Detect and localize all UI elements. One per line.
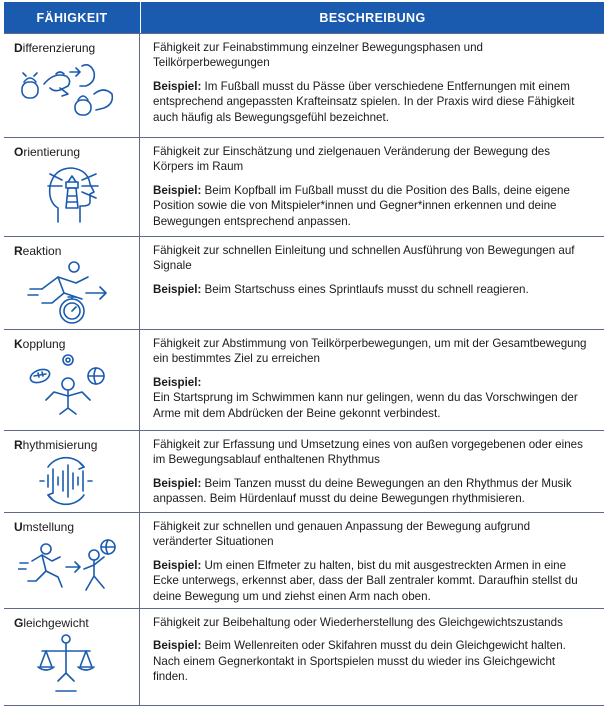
table-row [4,430,604,512]
ability-name: Kopplung [14,337,66,351]
ability-cell [4,513,140,608]
description-text: Fähigkeit zur Einschätzung und zielgenauen Veränderung der Bewegung des Körpers im Raum [153,145,551,174]
ability-name: Gleichgewicht [14,616,89,630]
table-row [4,236,604,329]
ability-cell [4,34,140,137]
example-text: Beispiel: Beim Wellenreiten oder Skifahren musst du dein Gleichgewicht halten. Nach einem Gegnerkontakt in Sportspielen musst du wieder ins Gleichgewicht finden. [153,639,566,684]
header-ability: FÄHIGKEIT [4,2,141,33]
description-text: Fähigkeit zur Feinabstimmung einzelner Bewegungsphasen und Teilkörperbewegungen [153,41,483,70]
example-text: Beispiel: Um einen Elfmeter zu halten, bist du mit ausgestreckten Armen in eine Ecke unterwegs, erkennst aber, dass der Ball zentraler kommt. Daraufhin stellst du deine Bewegung um und ziehst einen Arm nach oben. [153,558,578,603]
description-cell [140,34,604,137]
example-text: Beispiel: Im Fußball musst du Pässe über verschiedene Entfernungen mit einem entsprechend angepassten Krafteinsatz spielen. In der Praxis wird diese Fähigkeit auch häufig als Bewegungsgefühl bezeichnet. [153,79,575,124]
ability-name: Rhythmisierung [14,438,98,452]
table-row [4,137,604,236]
juggler-balls-icon [26,354,112,420]
lighthouse-head-icon [28,162,108,226]
description-text: Fähigkeit zur Beibehaltung oder Wiederherstellung des Gleichgewichtszustands [153,616,563,629]
example-text: Beispiel: Beim Kopfball im Fußball musst du die Position des Balls, deine eigene Position sowie die von Mitspieler*innen und Gegner*innen erkennen und deine Bewegungen entsprechend anpassen. [153,183,570,228]
description-cell [140,330,604,430]
ability-cell [4,237,140,329]
ability-name: Umstellung [14,520,75,534]
table-row [4,33,604,137]
ability-cell [4,330,140,430]
description-text: Fähigkeit zur Abstimmung von Teilkörperbewegungen, um mit der Gesamtbewegung ein bestimmtes Ziel zu erreichen [153,337,587,366]
ability-cell [4,431,140,512]
example-text: Beispiel: Ein Startsprung im Schwimmen kann nur gelingen, wenn du das Vorschwingen der Arme mit dem Abdrücken der Beine gekonnt verbindest. [153,375,578,420]
description-text: Fähigkeit zur schnellen Einleitung und schnellen Ausführung von Bewegungen auf Signale [153,244,575,273]
description-cell [140,237,604,329]
description-cell [140,138,604,236]
ability-name: Differenzierung [14,41,96,55]
table-header [4,2,604,33]
example-text: Beispiel: Beim Tanzen musst du deine Bewegungen an den Rhythmus der Musik anpassen. Beim Hürdenlauf musst du deine Bewegungen rhythmisieren. [153,476,572,506]
header-description: BESCHREIBUNG [319,10,426,25]
balance-scale-icon [36,633,96,695]
kettlebells-arm-icon [18,60,118,120]
ability-cell [4,138,140,236]
ability-name: Orientierung [14,145,81,159]
soundwave-rhythm-icon [36,453,96,509]
abilities-table [4,2,604,706]
table-row [4,608,604,705]
ability-name: Reaktion [14,244,62,258]
ability-cell [4,609,140,705]
description-cell [140,609,604,705]
table-row [4,329,604,430]
table-row [4,512,604,608]
runner-volleyball-icon [18,537,122,599]
description-cell [140,431,604,512]
example-text: Beispiel: Beim Startschuss eines Sprintlaufs musst du schnell reagieren. [153,282,529,296]
description-cell [140,513,604,608]
sprinter-stopwatch-icon [26,259,116,325]
description-text: Fähigkeit zur Erfassung und Umsetzung eines von außen vorgegebenen oder eines im Bewegungsablauf enthaltenen Rhythmus [153,438,583,467]
description-text: Fähigkeit zur schnellen und genauen Anpassung der Bewegung aufgrund veränderter Situationen [153,520,531,549]
